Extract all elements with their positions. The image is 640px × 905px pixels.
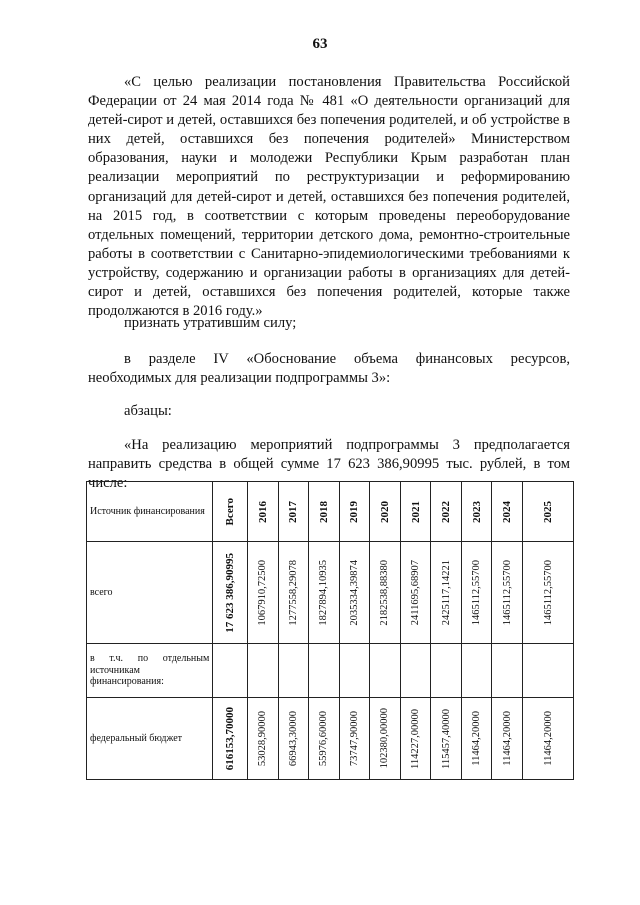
table-cell-empty: [492, 644, 523, 698]
table-cell: [247, 542, 278, 644]
financing-table: [86, 481, 574, 780]
table-cell: [339, 542, 370, 644]
cell-value: 102380,00000: [379, 708, 391, 769]
cell-value: 53028,90000: [257, 710, 269, 767]
page-number: 63: [312, 36, 328, 52]
table-cell: [370, 542, 401, 644]
cell-value: 114227,00000: [410, 708, 422, 769]
table-cell: [461, 698, 492, 780]
cell-value: 11464,20000: [501, 711, 513, 766]
header-source-label: Источник финансирования: [87, 482, 213, 542]
table-cell-empty: [461, 644, 492, 698]
header-year: 2025: [542, 500, 554, 523]
header-year: 2022: [440, 500, 453, 523]
table-cell-empty: [213, 644, 248, 698]
cell-value: 1465112,55700: [501, 559, 513, 626]
header-year: 2024: [501, 500, 514, 523]
cell-value: 11464,20000: [542, 711, 554, 766]
table-cell-empty: [247, 644, 278, 698]
header-cell: [309, 482, 340, 542]
paragraph-repeal: признать утратившим силу;: [124, 315, 297, 331]
header-year: 2018: [317, 500, 330, 523]
table-cell: [492, 698, 523, 780]
header-cell: [213, 482, 248, 542]
table-cell: [523, 542, 574, 644]
cell-value: 1465112,55700: [542, 559, 554, 626]
header-cell: [431, 482, 462, 542]
header-cell: [400, 482, 431, 542]
cell-value: 17 623 386,90995: [224, 552, 237, 633]
header-year: 2016: [256, 500, 269, 523]
cell-value: 2411695,68907: [410, 559, 422, 626]
table-cell-empty: [278, 644, 309, 698]
cell-value: 66943,30000: [287, 710, 299, 767]
table-cell-empty: [400, 644, 431, 698]
table-cell: [213, 542, 248, 644]
table-cell: [400, 698, 431, 780]
cell-value: 1465112,55700: [471, 559, 483, 626]
table-cell: [370, 698, 401, 780]
cell-value: 55976,60000: [318, 710, 330, 767]
cell-value: 1827894,10935: [318, 559, 330, 626]
cell-value: 73747,90000: [348, 710, 360, 767]
table-cell-empty: [370, 644, 401, 698]
table-cell-empty: [309, 644, 340, 698]
table-cell: [278, 542, 309, 644]
header-cell: [523, 482, 574, 542]
table-cell: [400, 542, 431, 644]
table-cell: [431, 698, 462, 780]
table-cell: [492, 542, 523, 644]
paragraph-plan-quote: «С целью реализации постановления Правительства Российской Федерации от 24 мая 2014 года № 481 «О деятельности организаций для детей-сирот и детей, оставшихся без попечения родителей, и об устройстве в них детей, оставшихся без попечения родителей» Министерством образования, науки и молодежи Республики Крым разработан план реализации мероприятий по реструктуризации и реформированию организаций для детей-сирот и детей, оставшихся без попечения родителей, на 2015 год, в соответствии с которым проведены переоборудование отдельных помещений, территории детского дома, ремонтно-строительные работы в соответствии с Санитарно-эпидемиологическими требованиями к устройству, содержанию и организации работы в организациях для детей-сирот и детей, оставшихся без попечения родителей, которые также продолжаются в 2016 году.»: [88, 74, 570, 320]
table-cell: [278, 698, 309, 780]
header-cell: [370, 482, 401, 542]
table-row-sources: [87, 644, 574, 698]
row-label: в т.ч. по отдельным источникам финансирования:: [87, 644, 213, 698]
table-cell-empty: [523, 644, 574, 698]
header-total-label: Всего: [224, 497, 237, 526]
cell-value: 2182538,88380: [379, 559, 391, 626]
header-cell: [461, 482, 492, 542]
row-label: федеральный бюджет: [87, 698, 213, 780]
table-row-federal: [87, 698, 574, 780]
paragraph-abzacy: абзацы:: [124, 403, 172, 419]
cell-value: 2425117,14221: [440, 559, 452, 626]
header-year: 2021: [409, 500, 422, 523]
paragraph-section-iv: в разделе IV «Обоснование объема финансовых ресурсов, необходимых для реализации подпрограммы 3»:: [88, 351, 570, 387]
paragraph-funding-intro: «На реализацию мероприятий подпрограммы 3 предполагается направить средства в общей сумме 17 623 386,90995 тыс. рублей, в том числе:: [88, 437, 570, 492]
table-cell: [309, 698, 340, 780]
cell-value: 11464,20000: [471, 711, 483, 766]
header-year: 2017: [287, 500, 300, 523]
header-year: 2020: [378, 500, 391, 523]
table-header-row: [87, 482, 574, 542]
header-cell: [339, 482, 370, 542]
cell-value: 1067910,72500: [257, 559, 269, 626]
header-cell: [278, 482, 309, 542]
cell-value: 115457,40000: [440, 708, 452, 769]
header-year: 2019: [348, 500, 361, 523]
table-cell: [339, 698, 370, 780]
cell-value: 2035334,39874: [348, 559, 360, 626]
table-row-total: [87, 542, 574, 644]
table-cell: [309, 542, 340, 644]
table-cell-empty: [339, 644, 370, 698]
cell-value: 1277558,29078: [287, 559, 299, 626]
header-cell: [492, 482, 523, 542]
cell-value: 616153,70000: [224, 706, 237, 771]
table-cell: [461, 542, 492, 644]
table-cell: [431, 542, 462, 644]
header-year: 2023: [470, 500, 483, 523]
table-cell: [213, 698, 248, 780]
row-label: всего: [87, 542, 213, 644]
header-cell: [247, 482, 278, 542]
table-cell: [523, 698, 574, 780]
table-cell-empty: [431, 644, 462, 698]
table-cell: [247, 698, 278, 780]
